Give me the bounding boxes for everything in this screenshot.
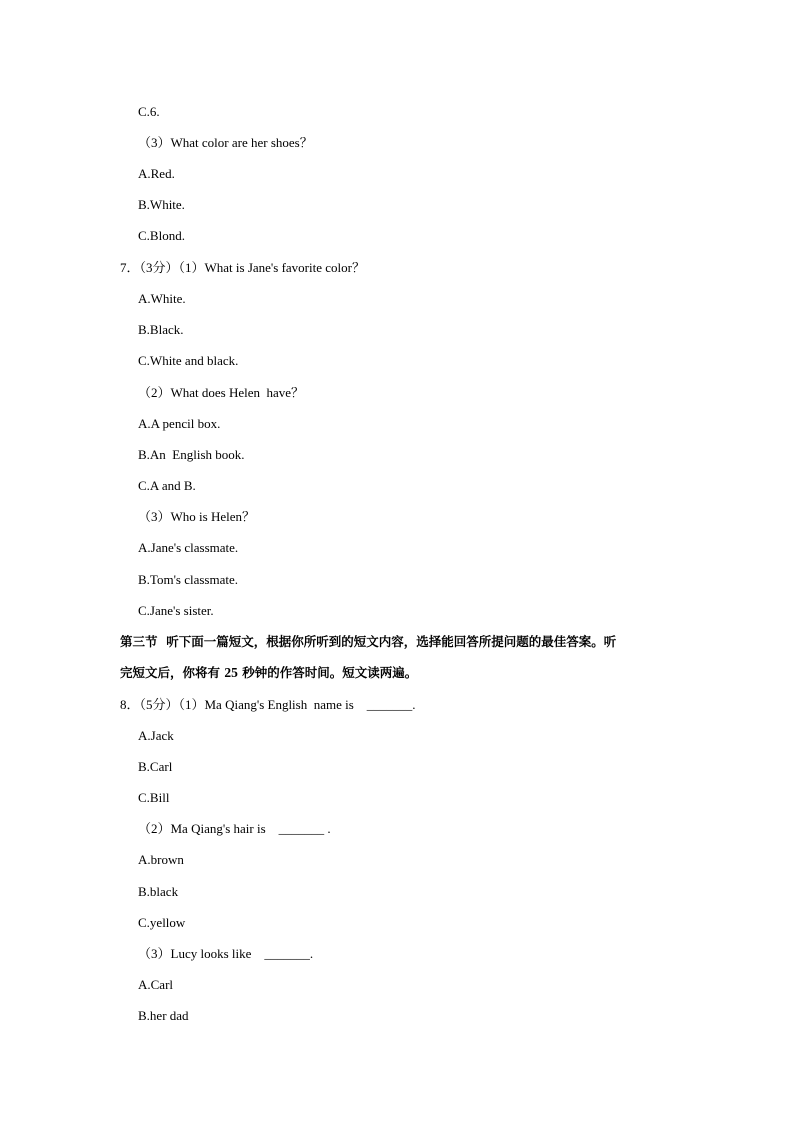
q7-subquestion-2: （2）What does Helen have？: [138, 385, 305, 400]
q8-1-option-b: B.Carl: [138, 759, 173, 774]
q7-2-option-b: B.An English book.: [138, 447, 245, 462]
q8-2-option-b: B.black: [138, 884, 179, 899]
q8-1-option-a: A.Jack: [138, 728, 174, 743]
q6-option-b: B.White.: [138, 197, 185, 212]
q7-2-option-c: C.A and B.: [138, 478, 196, 493]
q7-1-option-b: B.Black.: [138, 322, 184, 337]
section3-line2-pre: 完短文后，你将有: [120, 665, 225, 680]
section3-instruction-line2: [120, 665, 417, 681]
q7-subquestion-3: （3）Who is Helen？: [138, 509, 255, 524]
q8-2-option-a: A.brown: [138, 852, 184, 867]
q8-3-option-b: B.her dad: [138, 1008, 189, 1023]
q6-subquestion-3: （3）What color are her shoes？: [138, 135, 313, 150]
q7-3-option-b: B.Tom's classmate.: [138, 572, 239, 587]
q7-3-option-c: C.Jane's sister.: [138, 603, 214, 618]
q7-1-option-a: A.White.: [138, 291, 186, 306]
q8-3-option-a: A.Carl: [138, 977, 174, 992]
q7-1-option-c: C.White and black.: [138, 353, 239, 368]
q8-subquestion-3: （3）Lucy looks like _______.: [138, 946, 314, 961]
q7-heading: 7．（3分）（1）What is Jane's favorite color？: [120, 260, 365, 275]
q8-subquestion-2: （2）Ma Qiang's hair is _______ .: [138, 821, 331, 836]
section3-seconds: 25: [224, 665, 238, 680]
q8-heading: 8．（5分）（1）Ma Qiang's English name is _______.: [120, 697, 416, 712]
q8-1-option-c: C.Bill: [138, 790, 170, 805]
section3-line2-post: 秒钟的作答时间。短文读两遍。: [237, 665, 418, 680]
q6-option-c: C.Blond.: [138, 228, 185, 243]
section3-instruction-line1: 第三节 听下面一篇短文，根据你所听到的短文内容，选择能回答所提问题的最佳答案。听: [120, 634, 617, 649]
q6-option-c-part1: C.6.: [138, 104, 160, 119]
q6-option-a: A.Red.: [138, 166, 175, 181]
q7-2-option-a: A.A pencil box.: [138, 416, 221, 431]
q7-3-option-a: A.Jane's classmate.: [138, 540, 239, 555]
q8-2-option-c: C.yellow: [138, 915, 186, 930]
